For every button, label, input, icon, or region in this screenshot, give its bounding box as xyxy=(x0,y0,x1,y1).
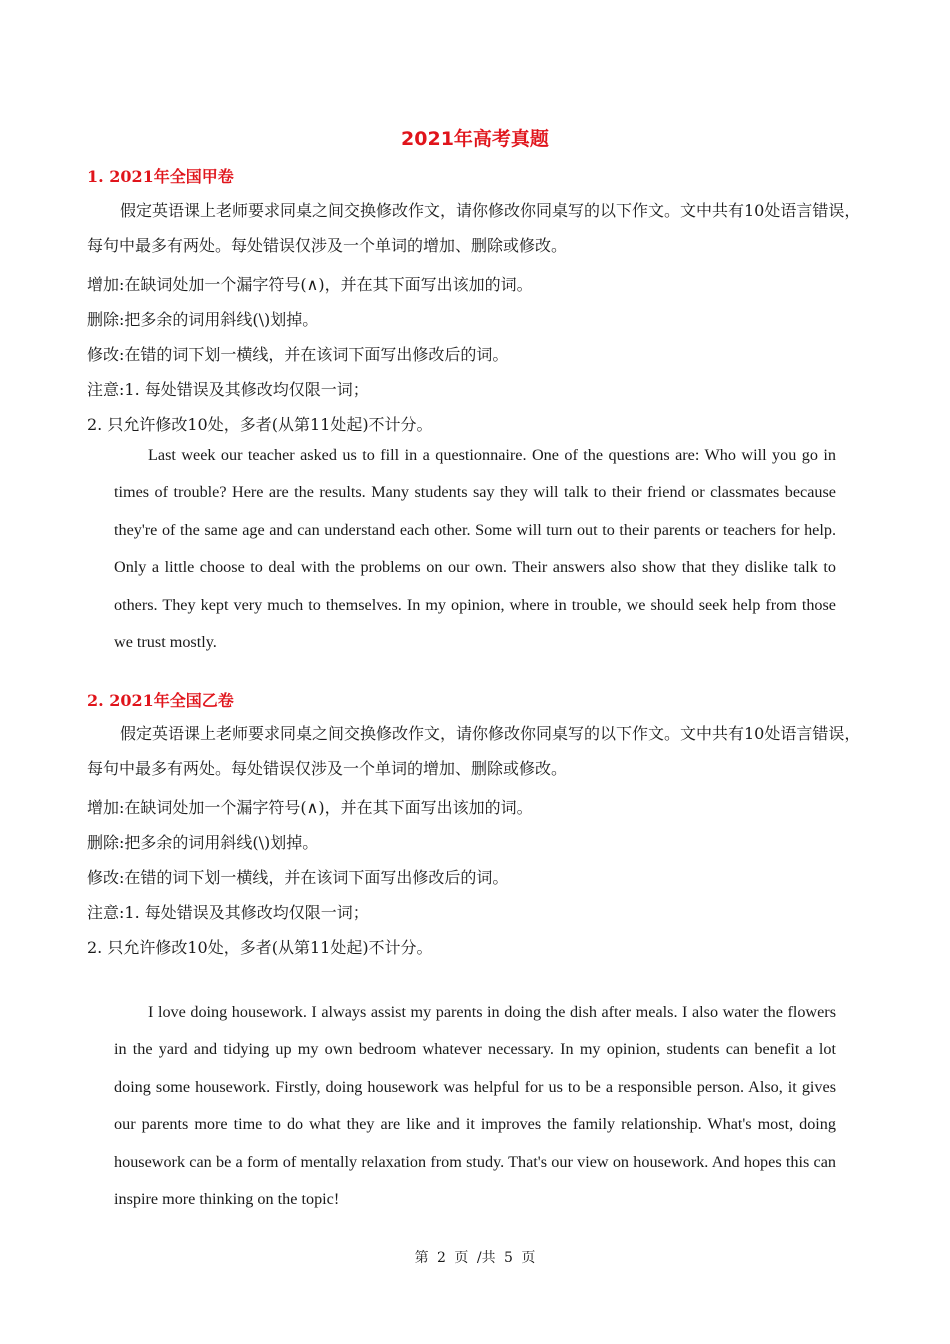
section-1-rule-modify: 修改:在错的词下划一横线，并在该词下面写出修改后的词。 xyxy=(87,345,509,364)
section-2-note-1: 注意:1. 每处错误及其修改均仅限一词； xyxy=(87,903,369,922)
section-1-heading: 1. 2021年全国甲卷 xyxy=(87,167,234,186)
section-2-intro: 假定英语课上老师要求同桌之间交换修改作文，请你修改你同桌写的以下作文。文中共有10处语言错误，每句中最多有两处。每处错误仅涉及一个单词的增加、删除或修改。 xyxy=(87,724,861,778)
section-2-essay: I love doing housework. I always assist my parents in doing the dish after meals. I also water the flowers in the yard and tidying up my own bedroom whatever necessary. In my opinion, students can benefit a lot doing some housework. Firstly, doing housework was helpful for us to be a responsible person. Also, it gives our parents more time to do what they are like and it improves the family relationship. What's most, doing housework can be a form of mentally relaxation from study. That's our view on housework. And hopes this can inspire more thinking on the topic! xyxy=(114,1003,836,1209)
section-1-note-2: 2. 只允许修改10处，多者(从第11处起)不计分。 xyxy=(87,415,433,434)
section-1-rule-add: 增加:在缺词处加一个漏字符号(∧)，并在其下面写出该加的词。 xyxy=(87,275,533,294)
section-2-rule-delete: 删除:把多余的词用斜线(\)划掉。 xyxy=(87,833,319,852)
section-2-rule-modify: 修改:在错的词下划一横线，并在该词下面写出修改后的词。 xyxy=(87,868,509,887)
page-footer: 第 2 页 /共 5 页 xyxy=(414,1250,536,1266)
section-1-essay: Last week our teacher asked us to fill in a questionnaire. One of the questions are: Who will you go in times of trouble? Here are the results. Many students say they will talk to their friend or classmates because they're of the same age and can understand each other. Some will turn out to their parents or teachers for help. Only a little choose to deal with the problems on our own. Their answers also show that they dislike talk to others. They kept very much to themselves. In my opinion, where in trouble, we should seek help from those we trust mostly. xyxy=(114,446,836,652)
section-2-heading: 2. 2021年全国乙卷 xyxy=(87,691,234,710)
section-1-note-1: 注意:1. 每处错误及其修改均仅限一词； xyxy=(87,380,369,399)
section-2-note-2: 2. 只允许修改10处，多者(从第11处起)不计分。 xyxy=(87,938,433,957)
section-1-rule-delete: 删除:把多余的词用斜线(\)划掉。 xyxy=(87,310,319,329)
section-2-rule-add: 增加:在缺词处加一个漏字符号(∧)，并在其下面写出该加的词。 xyxy=(87,798,533,817)
page-title: 2021年高考真题 xyxy=(401,128,549,150)
section-1-intro: 假定英语课上老师要求同桌之间交换修改作文，请你修改你同桌写的以下作文。文中共有10处语言错误，每句中最多有两处。每处错误仅涉及一个单词的增加、删除或修改。 xyxy=(87,201,861,255)
